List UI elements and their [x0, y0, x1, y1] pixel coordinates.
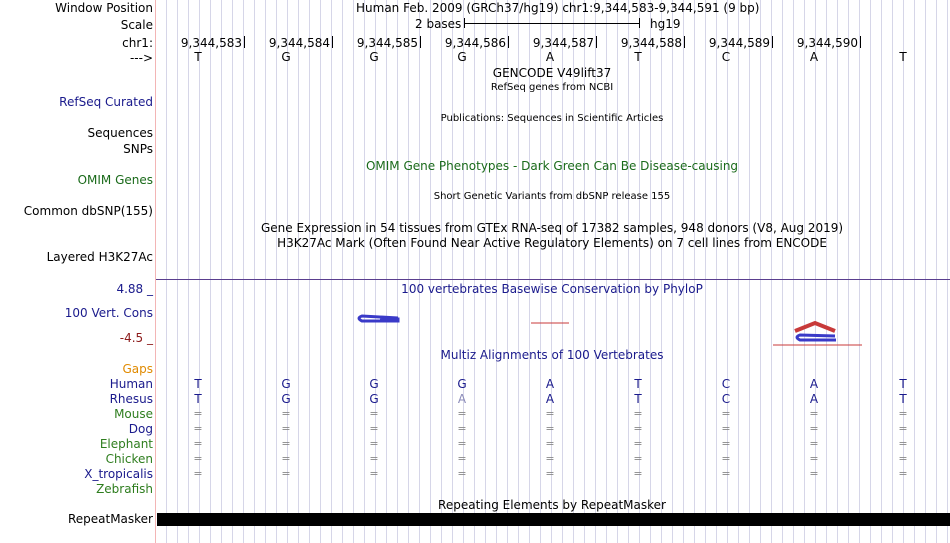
alignment-base: = [545, 452, 555, 465]
alignment-base: = [721, 407, 731, 420]
alignment-base: = [898, 422, 908, 435]
species-label[interactable]: Zebrafish [96, 482, 153, 496]
alignment-base: T [899, 377, 907, 391]
reference-base: T [899, 50, 907, 64]
reference-base: G [281, 50, 291, 64]
alignment-base: = [633, 407, 643, 420]
species-label[interactable]: Rhesus [109, 392, 153, 406]
alignment-base: = [898, 467, 908, 480]
phylop-ag-glyph [773, 323, 862, 345]
alignment-base: = [193, 452, 203, 465]
alignment-base: T [194, 377, 202, 391]
alignment-base: T [194, 392, 202, 406]
ruler-coordinate: 9,344,588 [620, 36, 682, 50]
strand-label: ---> [129, 51, 153, 65]
reference-base: T [634, 50, 642, 64]
species-label[interactable]: X_tropicalis [84, 467, 153, 481]
refseq-label[interactable]: RefSeq Curated [59, 95, 153, 109]
repeat-title[interactable]: Repeating Elements by RepeatMasker [438, 498, 666, 512]
alignment-base: = [633, 422, 643, 435]
gtex-title[interactable]: Gene Expression in 54 tissues from GTEx RNA-seq of 17382 samples, 948 donors (V8, Aug 2019) [260, 221, 844, 235]
alignment-base: = [898, 437, 908, 450]
alignment-base: = [721, 452, 731, 465]
alignment-base: = [809, 437, 819, 450]
alignment-base: = [457, 422, 467, 435]
species-label[interactable]: Dog [128, 422, 153, 436]
ruler-coordinate: 9,344,584 [268, 36, 330, 50]
scale-bases: 2 bases [415, 17, 462, 31]
alignment-base: = [281, 437, 291, 450]
alignment-base: = [369, 407, 379, 420]
alignment-base: C [721, 392, 731, 406]
h3k27ac-label[interactable]: Layered H3K27Ac [46, 250, 153, 264]
dbsnp-title[interactable]: Short Genetic Variants from dbSNP release 155 [433, 191, 671, 202]
alignment-base: = [193, 407, 203, 420]
alignment-base: = [281, 452, 291, 465]
window-position-value[interactable]: Human Feb. 2009 (GRCh37/hg19) chr1:9,344,583-9,344,591 (9 bp) [356, 1, 760, 15]
cons-label[interactable]: 100 Vert. Cons [64, 306, 153, 320]
reference-base: G [457, 50, 467, 64]
alignment-base: = [457, 437, 467, 450]
reference-base: T [194, 50, 202, 64]
reference-base: G [369, 50, 379, 64]
scale-assembly: hg19 [650, 17, 681, 31]
alignment-base: T [634, 377, 642, 391]
alignment-base: = [721, 437, 731, 450]
alignment-base: = [545, 437, 555, 450]
ruler-coordinate: 9,344,589 [708, 36, 770, 50]
alignment-base: A [809, 392, 819, 406]
alignment-base: G [457, 377, 467, 391]
alignment-base: = [457, 452, 467, 465]
publications-title[interactable]: Publications: Sequences in Scientific Articles [440, 113, 664, 124]
alignment-base: = [281, 422, 291, 435]
reference-base: A [545, 50, 555, 64]
alignment-base: = [809, 452, 819, 465]
alignment-base: = [193, 467, 203, 480]
omim-label[interactable]: OMIM Genes [77, 173, 153, 187]
species-label[interactable]: Mouse [114, 407, 153, 421]
alignment-base: = [898, 452, 908, 465]
alignment-base: = [369, 437, 379, 450]
ruler-coordinate: 9,344,585 [356, 36, 418, 50]
alignment-base: = [281, 407, 291, 420]
repeat-bar[interactable] [157, 513, 950, 526]
alignment-base: = [457, 407, 467, 420]
alignment-base: = [809, 407, 819, 420]
gencode-title[interactable]: GENCODE V49lift37 [492, 66, 612, 80]
refseq-title[interactable]: RefSeq genes from NCBI [490, 82, 614, 93]
alignment-base: = [369, 452, 379, 465]
repeat-label[interactable]: RepeatMasker [67, 512, 153, 526]
alignment-base: = [545, 407, 555, 420]
alignment-base: = [369, 422, 379, 435]
species-label[interactable]: Elephant [99, 437, 153, 451]
alignment-base: = [809, 467, 819, 480]
snps-label[interactable]: SNPs [123, 142, 153, 156]
alignment-base: = [633, 467, 643, 480]
alignment-base: = [633, 437, 643, 450]
window-position-label: Window Position [55, 1, 153, 15]
alignment-base: = [809, 422, 819, 435]
ruler-coordinate: 9,344,583 [180, 36, 242, 50]
omim-title[interactable]: OMIM Gene Phenotypes - Dark Green Can Be Disease-causing [365, 159, 739, 173]
phylop-min: -4.5 _ [119, 331, 153, 345]
alignment-base: = [281, 467, 291, 480]
alignment-base: A [545, 392, 555, 406]
alignment-base: A [457, 392, 467, 406]
alignment-base: = [898, 407, 908, 420]
scale-label: Scale [120, 18, 153, 32]
alignment-base: G [281, 377, 291, 391]
gaps-label[interactable]: Gaps [122, 362, 153, 376]
chrom-label: chr1: [122, 36, 153, 50]
species-label[interactable]: Chicken [105, 452, 153, 466]
phylop-g-glyph [359, 316, 398, 321]
h3k27ac-title[interactable]: H3K27Ac Mark (Often Found Near Active Regulatory Elements) on 7 cell lines from ENCODE [277, 236, 827, 250]
alignment-base: A [545, 377, 555, 391]
dbsnp-label[interactable]: Common dbSNP(155) [23, 204, 153, 218]
multiz-title[interactable]: Multiz Alignments of 100 Vertebrates [440, 348, 664, 362]
ruler-coordinate: 9,344,586 [444, 36, 506, 50]
alignment-base: = [545, 422, 555, 435]
alignment-base: G [281, 392, 291, 406]
reference-base: C [721, 50, 731, 64]
alignment-base: T [899, 392, 907, 406]
phylop-max: 4.88 _ [116, 282, 153, 296]
alignment-base: = [193, 422, 203, 435]
alignment-base: A [809, 377, 819, 391]
reference-base: A [809, 50, 819, 64]
ruler-coordinate: 9,344,587 [532, 36, 594, 50]
alignment-base: G [369, 392, 379, 406]
phylop-title[interactable]: 100 vertebrates Basewise Conservation by PhyloP [401, 282, 703, 296]
alignment-base: T [634, 392, 642, 406]
alignment-base: = [721, 422, 731, 435]
alignment-base: = [721, 467, 731, 480]
alignment-base: = [457, 467, 467, 480]
alignment-base: = [633, 452, 643, 465]
alignment-base: = [545, 467, 555, 480]
ruler-coordinate: 9,344,590 [796, 36, 858, 50]
alignment-base: = [369, 467, 379, 480]
alignment-base: G [369, 377, 379, 391]
species-label[interactable]: Human [109, 377, 153, 391]
sequences-label[interactable]: Sequences [87, 126, 153, 140]
alignment-base: C [721, 377, 731, 391]
alignment-base: = [193, 437, 203, 450]
